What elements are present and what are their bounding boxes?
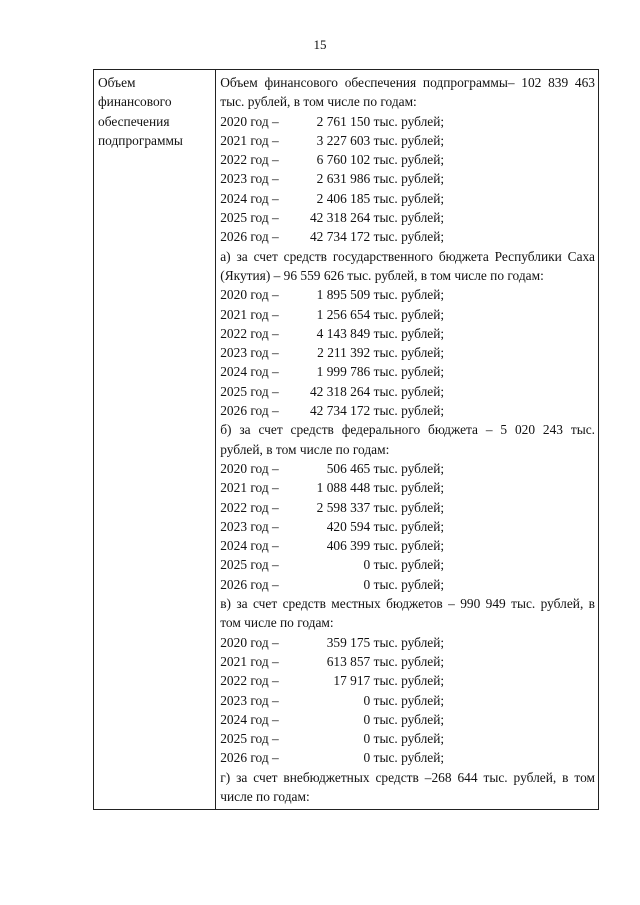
year-amount-line [220,691,595,710]
unit-label: тыс. рублей; [373,190,445,206]
year-amount-line [220,305,595,324]
year-label: 2022 год – [220,152,279,168]
year-label: 2026 год – [220,750,279,766]
amount-value: 0 [363,576,371,592]
unit-label: тыс. рублей; [373,171,445,187]
year-label: 2026 год – [220,229,279,245]
year-label: 2020 год – [220,634,279,650]
year-amount-line [220,555,595,574]
year-amount-line [220,150,595,169]
year-amount-line [220,112,595,131]
amount-value: 42 734 172 [309,229,371,245]
year-label: 2022 год – [220,499,279,515]
unit-label: тыс. рублей; [373,538,445,554]
year-amount-line [220,189,595,208]
unit-label: тыс. рублей; [373,711,445,727]
year-amount-line [220,671,595,690]
unit-label: тыс. рублей; [373,634,445,650]
amount-value: 42 318 264 [309,210,371,226]
unit-label: тыс. рублей; [373,345,445,361]
year-label: 2024 год – [220,538,279,554]
year-label: 2023 год – [220,518,279,534]
year-label: 2021 год – [220,132,279,148]
year-label: 2024 год – [220,364,279,380]
amount-value: 1 256 654 [316,306,371,322]
table-row [94,70,599,810]
year-amount-line [220,285,595,304]
year-label: 2022 год – [220,673,279,689]
year-amount-line [220,169,595,188]
amount-value: 359 175 [326,634,371,650]
amount-value: 1 999 786 [316,364,371,380]
amount-value: 3 227 603 [316,132,371,148]
amount-value: 0 [363,711,371,727]
year-amount-line [220,575,595,594]
year-amount-line [220,748,595,767]
unit-label: тыс. рублей; [373,731,445,747]
year-label: 2020 год – [220,460,279,476]
unit-label: тыс. рублей; [373,576,445,592]
unit-label: тыс. рублей; [373,673,445,689]
row-label-line: обеспечения [98,113,170,129]
unit-label: тыс. рублей; [373,480,445,496]
year-label: 2023 год – [220,692,279,708]
year-label: 2025 год – [220,210,279,226]
year-label: 2025 год – [220,731,279,747]
year-label: 2023 год – [220,345,279,361]
year-amount-line [220,652,595,671]
year-label: 2024 год – [220,711,279,727]
funding-source-paragraph: б) за счет средств федерального бюджета – 5 020 243 тыс. рублей, в том числе по годам: [220,422,595,457]
funding-source-paragraph: г) за счет внебюджетных средств –268 644 тыс. рублей, в том числе по годам: [220,769,595,804]
year-label: 2020 год – [220,113,279,129]
year-amount-line [220,362,595,381]
unit-label: тыс. рублей; [373,750,445,766]
year-amount-line [220,633,595,652]
amount-value: 42 734 172 [309,403,371,419]
year-amount-line [220,498,595,517]
year-label: 2026 год – [220,403,279,419]
year-amount-line [220,710,595,729]
year-amount-line [220,517,595,536]
year-label: 2021 год – [220,653,279,669]
unit-label: тыс. рублей; [373,306,445,322]
funding-source-paragraph: а) за счет средств государственного бюджета Республики Саха (Якутия) – 96 559 626 тыс. рублей, в том числе по годам: [220,248,595,283]
unit-label: тыс. рублей; [373,460,445,476]
year-amount-line [220,227,595,246]
row-label-line: Объем [98,75,136,90]
amount-value: 2 406 185 [316,190,371,206]
year-amount-line [220,343,595,362]
year-label: 2025 год – [220,383,279,399]
amount-value: 4 143 849 [316,325,371,341]
amount-value: 0 [363,557,371,573]
year-amount-line [220,459,595,478]
year-amount-line [220,729,595,748]
financing-details-cell [216,70,599,810]
unit-label: тыс. рублей; [373,692,445,708]
amount-value: 42 318 264 [309,383,371,399]
year-label: 2025 год – [220,557,279,573]
page-number: 15 [313,37,327,52]
unit-label: тыс. рублей; [373,364,445,380]
amount-value: 0 [363,750,371,766]
year-amount-line [220,478,595,497]
unit-label: тыс. рублей; [373,557,445,573]
year-amount-line [220,401,595,420]
unit-label: тыс. рублей; [373,653,445,669]
year-amount-line [220,131,595,150]
year-amount-line [220,536,595,555]
unit-label: тыс. рублей; [373,403,445,419]
amount-value: 406 399 [326,538,371,554]
year-label: 2022 год – [220,325,279,341]
unit-label: тыс. рублей; [373,152,445,168]
year-label: 2026 год – [220,576,279,592]
row-label-cell [94,70,216,810]
amount-value: 1 895 509 [316,287,371,303]
row-label-line: подпрограммы [98,132,183,148]
funding-source-paragraph: в) за счет средств местных бюджетов – 990 949 тыс. рублей, в том числе по годам: [220,596,595,631]
amount-value: 506 465 [326,460,371,476]
year-amount-line [220,324,595,343]
unit-label: тыс. рублей; [373,325,445,341]
amount-value: 1 088 448 [316,480,371,496]
financing-table [93,69,599,810]
row-label-line: финансового [98,94,172,110]
unit-label: тыс. рублей; [373,113,445,129]
unit-label: тыс. рублей; [373,499,445,515]
amount-value: 2 211 392 [317,345,371,361]
year-label: 2024 год – [220,190,279,206]
unit-label: тыс. рублей; [373,210,445,226]
year-label: 2020 год – [220,287,279,303]
amount-value: 17 917 [333,673,371,689]
funding-source-paragraph: Объем финансового обеспечения подпрограммы– 102 839 463 тыс. рублей, в том числе по годам: [220,75,595,110]
amount-value: 2 598 337 [316,499,371,515]
unit-label: тыс. рублей; [373,132,445,148]
year-label: 2021 год – [220,480,279,496]
year-label: 2021 год – [220,306,279,322]
unit-label: тыс. рублей; [373,229,445,245]
amount-value: 2 631 986 [316,171,371,187]
unit-label: тыс. рублей; [373,383,445,399]
amount-value: 2 761 150 [316,113,371,129]
amount-value: 0 [363,731,371,747]
year-amount-line [220,382,595,401]
unit-label: тыс. рублей; [373,287,445,303]
amount-value: 6 760 102 [316,152,371,168]
amount-value: 0 [363,692,371,708]
unit-label: тыс. рублей; [373,518,445,534]
year-amount-line [220,208,595,227]
amount-value: 420 594 [326,518,371,534]
year-label: 2023 год – [220,171,279,187]
amount-value: 613 857 [326,653,371,669]
